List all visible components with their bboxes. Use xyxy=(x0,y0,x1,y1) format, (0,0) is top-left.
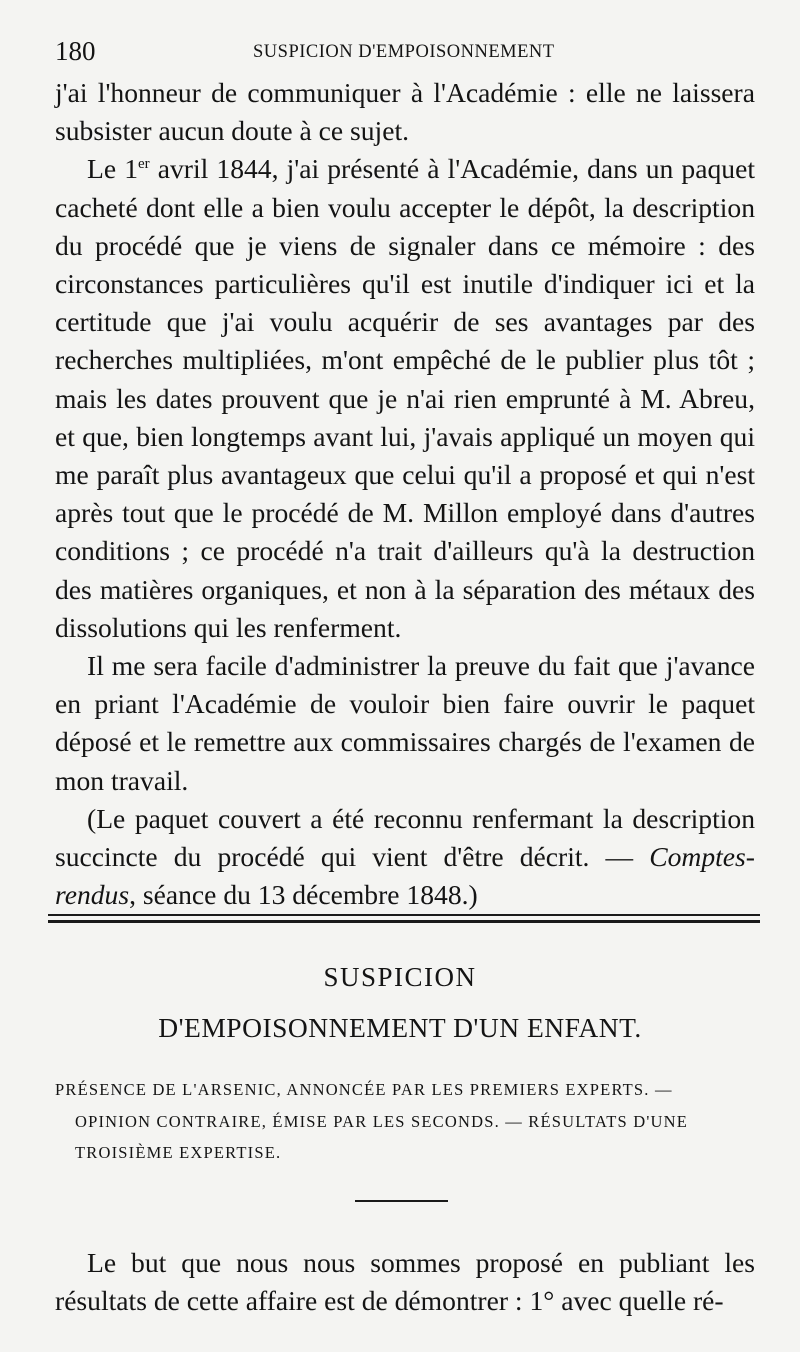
summary-line: OPINION CONTRAIRE, ÉMISE PAR LES SECONDS. — RÉSULTATS D'UNE xyxy=(75,1111,689,1131)
running-title: SUSPICION D'EMPOISONNEMENT xyxy=(253,42,555,62)
paragraph-note-start: (Le paquet couvert a été reconnu renfermant la description succincte du procédé qui vient d'être décrit. — xyxy=(55,802,755,873)
running-head xyxy=(55,36,755,70)
section-title-line-1: SUSPICION xyxy=(323,962,477,992)
summary-line: TROISIÈME EXPERTISE. xyxy=(75,1143,282,1162)
paragraph-proof: Il me sera facile d'administrer la preuve du fait que j'avance en priant l'Académie de vouloir bien faire ouvrir le paquet déposé et le remettre aux commissaires chargés de l'examen de mon travail. xyxy=(55,650,755,796)
paragraph-deposit xyxy=(55,150,755,647)
paragraph-note xyxy=(55,800,755,915)
body-text xyxy=(55,74,755,914)
section-divider-thin xyxy=(48,914,760,916)
section-title-line-2: D'EMPOISONNEMENT D'UN ENFANT. xyxy=(158,1012,642,1043)
ordinal-superscript: er xyxy=(138,156,150,173)
summary-line: PRÉSENCE DE L'ARSENIC, ANNONCÉE PAR LES PREMIERS EXPERTS. — xyxy=(55,1080,673,1099)
paragraph-continued: j'ai l'honneur de communiquer à l'Académie : elle ne laissera subsister aucun doute à ce sujet. xyxy=(55,77,755,147)
citation-title: Comptes-rendus xyxy=(55,841,755,911)
section-divider-thick xyxy=(48,920,760,923)
final-text xyxy=(55,1244,755,1320)
page-number: 180 xyxy=(55,36,96,66)
section-summary xyxy=(55,1074,755,1169)
paragraph-deposit-start: Le 1 xyxy=(87,153,138,185)
paragraph-note-end: , séance du 13 décembre 1848.) xyxy=(129,879,478,911)
paragraph-intro: Le but que nous nous sommes proposé en publiant les résultats de cette affaire est de démontrer : 1° avec quelle ré- xyxy=(55,1247,755,1317)
paragraph-deposit-rest: avril 1844, j'ai présenté à l'Académie, dans un paquet cacheté dont elle a bien voulu accepter le dépôt, la description du procédé que je viens de signaler dans ce mémoire : des circonstances particulières qu'il est inutile d'indiquer ici et la certitude que j'ai voulu acquérir de ses avantages par des recherches multipliées, m'ont empêché de le publier plus tôt ; mais les dates prouvent que je n'ai rien emprunté à M. Abreu, et que, bien longtemps avant lui, j'avais appliqué un moyen qui me paraît plus avantageux que celui qu'il a proposé et qui n'est après tout que le procédé de M. Millon employé dans d'autres conditions ; ce procédé n'a trait d'ailleurs qu'à la destruction des matières organiques, et non à la séparation des métaux des dissolutions qui les renferment. xyxy=(55,153,755,643)
short-divider xyxy=(355,1200,448,1202)
